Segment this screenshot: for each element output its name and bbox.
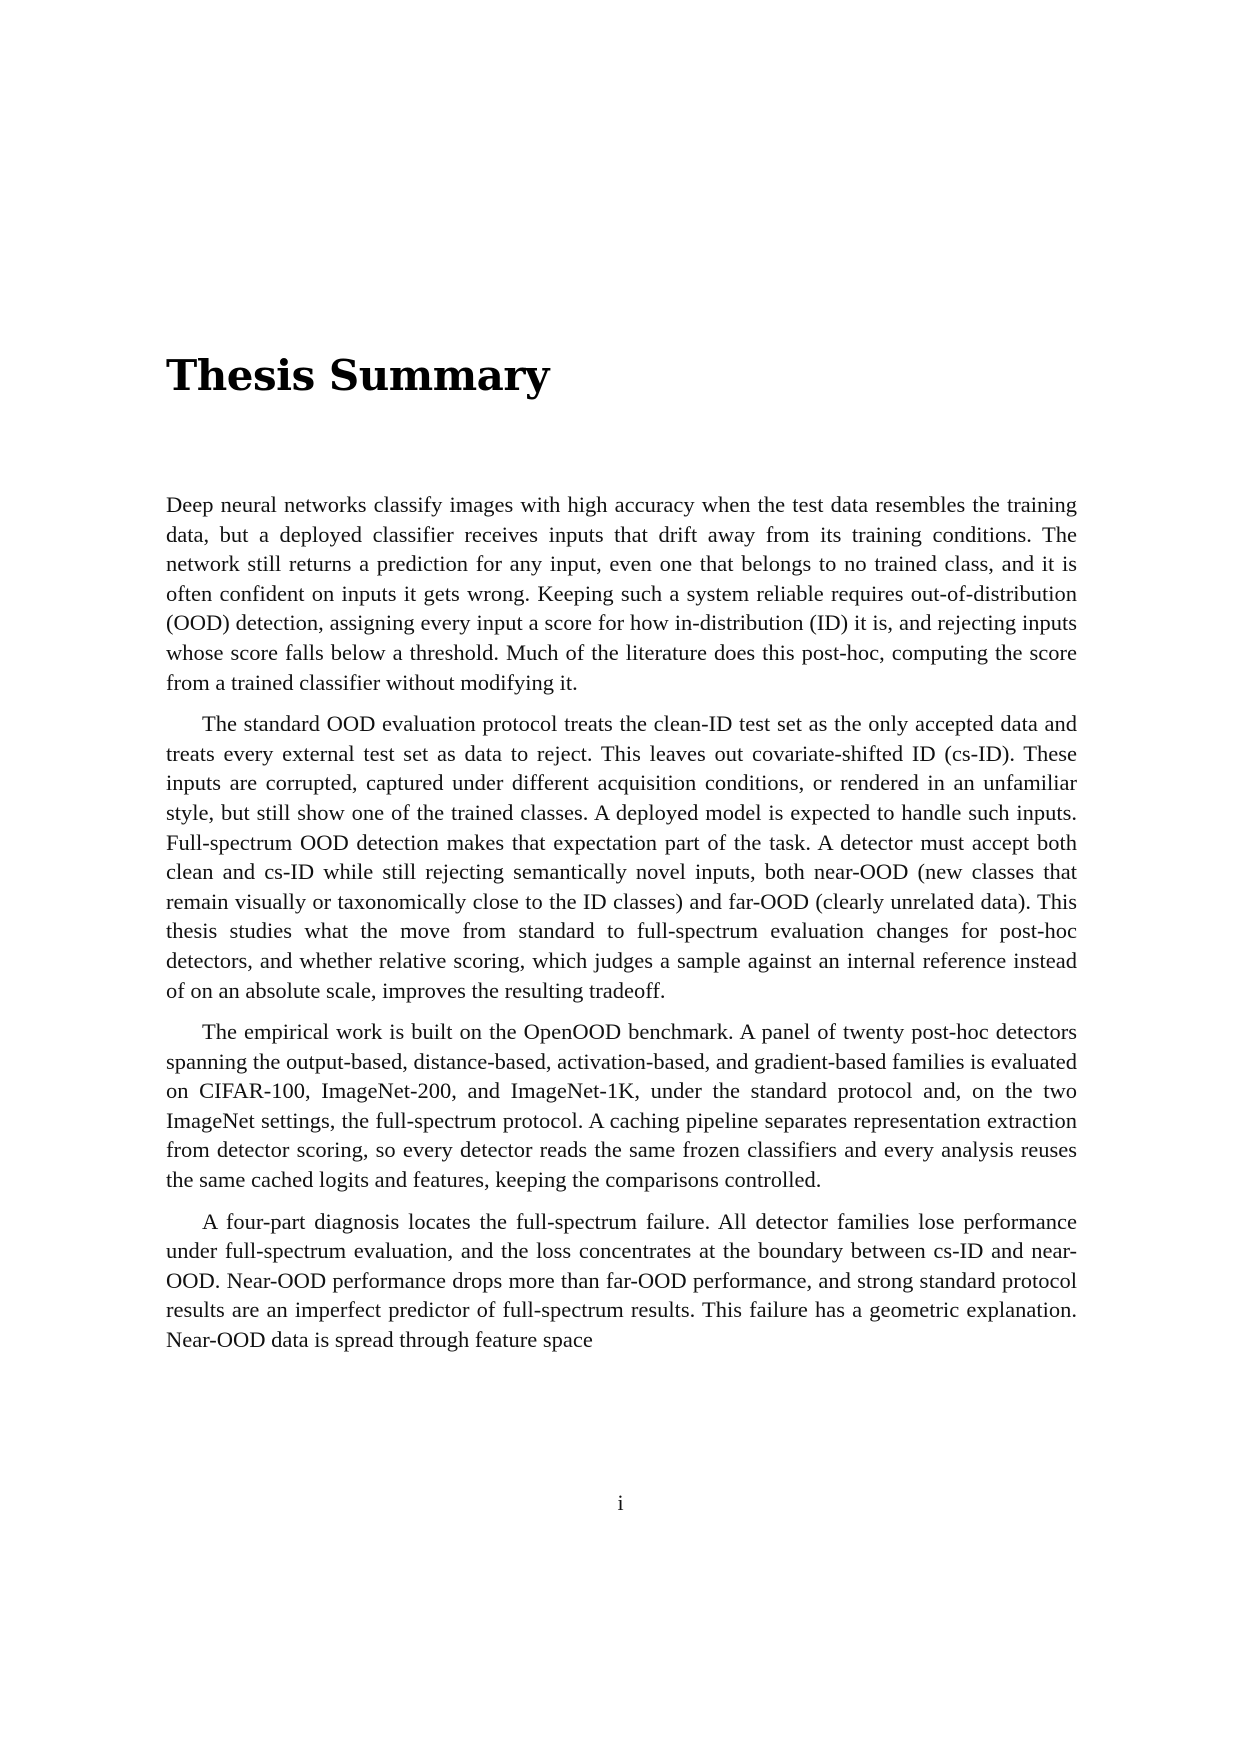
summary-body	[166, 490, 1077, 1367]
paragraph-1: Deep neural networks classify images with high accuracy when the test data resembles the training data, but a deployed classifier receives inputs that drift away from its training conditions. The network still returns a prediction for any input, even one that belongs to no trained class, and it is often confident on inputs it gets wrong. Keeping such a system reliable requires out-of-distribution (OOD) detection, assigning every input a score for how in-distribution (ID) it is, and rejecting inputs whose score falls below a threshold. Much of the literature does this post-hoc, computing the score from a trained classifier without modifying it.	[166, 492, 1077, 695]
page-title: Thesis Summary	[166, 351, 549, 400]
page-number: i	[617, 1490, 624, 1515]
paragraph-2: The standard OOD evaluation protocol treats the clean-ID test set as the only accepted data and treats every external test set as data to reject. This leaves out covariate-shifted ID (cs-ID). These inputs are corrupted, captured under different acquisition conditions, or rendered in an unfamiliar style, but still show one of the trained classes. A deployed model is expected to handle such inputs. Full-spectrum OOD detection makes that expectation part of the task. A detector must accept both clean and cs-ID while still rejecting semantically novel inputs, both near-OOD (new classes that remain visually or taxonomically close to the ID classes) and far-OOD (clearly unrelated data). This thesis studies what the move from standard to full-spectrum evaluation changes for post-hoc detectors, and whether relative scoring, which judges a sample against an internal reference instead of on an absolute scale, improves the resulting tradeoff.	[166, 711, 1077, 1003]
paragraph-3: The empirical work is built on the OpenOOD benchmark. A panel of twenty post-hoc detectors spanning the output-based, distance-based, activation-based, and gradient-based families is evaluated on CIFAR-100, ImageNet-200, and ImageNet-1K, under the standard protocol and, on the two ImageNet settings, the full-spectrum protocol. A caching pipeline separates representation extraction from detector scoring, so every detector reads the same frozen classifiers and every analysis reuses the same cached logits and features, keeping the comparisons controlled.	[166, 1019, 1077, 1193]
paragraph-4: A four-part diagnosis locates the full-spectrum failure. All detector families lose performance under full-spectrum evaluation, and the loss concentrates at the boundary between cs-ID and near-OOD. Near-OOD performance drops more than far-OOD performance, and strong standard protocol results are an imperfect predictor of full-spectrum results. This failure has a geometric explanation. Near-OOD data is spread through feature space	[166, 1208, 1077, 1353]
